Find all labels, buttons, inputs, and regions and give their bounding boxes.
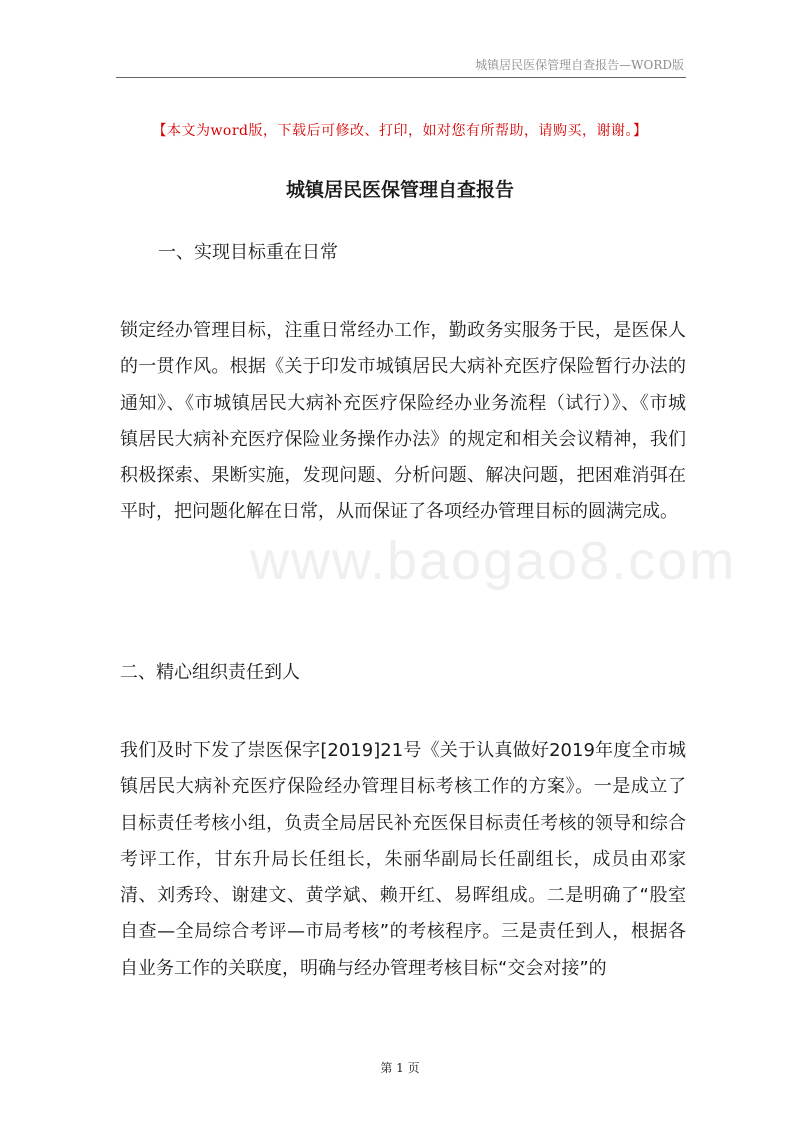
section-heading-1: 一、实现目标重在日常: [158, 242, 338, 263]
section-heading-2: 二、精心组织责任到人: [120, 662, 300, 683]
header-rule: [116, 77, 686, 78]
section-paragraph-2: 我们及时下发了崇医保字[2019]21号《关于认真做好2019年度全市城镇居民大病补充医疗保险经办管理目标考核工作的方案》。一是成立了目标责任考核小组，负责全局居民补充医保目标责任考核的领导和综合考评工作，甘东升局长任组长，朱丽华副局长任副组长，成员由邓家清、刘秀玲、谢建文、黄学斌、赖开红、易晖组成。二是明确了“股室自查—全局综合考评—市局考核”的考核程序。三是责任到人，根据各自业务工作的关联度，明确与经办管理考核目标“交会对接”的: [120, 740, 686, 979]
watermark: www.baogao8.com: [250, 531, 737, 591]
page-number: 第 1 页: [380, 1061, 420, 1075]
purchase-notice: 【本文为word版，下载后可修改、打印，如对您有所帮助，请购买，谢谢。】: [152, 123, 648, 139]
page-header-text: 城镇居民医保管理自查报告—WORD版: [475, 58, 684, 72]
document-title: 城镇居民医保管理自查报告: [285, 179, 514, 201]
section-paragraph-1: 锁定经办管理目标，注重日常经办工作，勤政务实服务于民，是医保人的一贯作风。根据《关于印发市城镇居民大病补充医疗保险暂行办法的通知》、《市城镇居民大病补充医疗保险经办业务流程（试行）》、《市城镇居民大病补充医疗保险业务操作办法》的规定和相关会议精神，我们积极探索、果断实施，发现问题、分析问题、解决问题，把困难消弭在平时，把问题化解在日常，从而保证了各项经办管理目标的圆满完成。: [120, 320, 686, 523]
